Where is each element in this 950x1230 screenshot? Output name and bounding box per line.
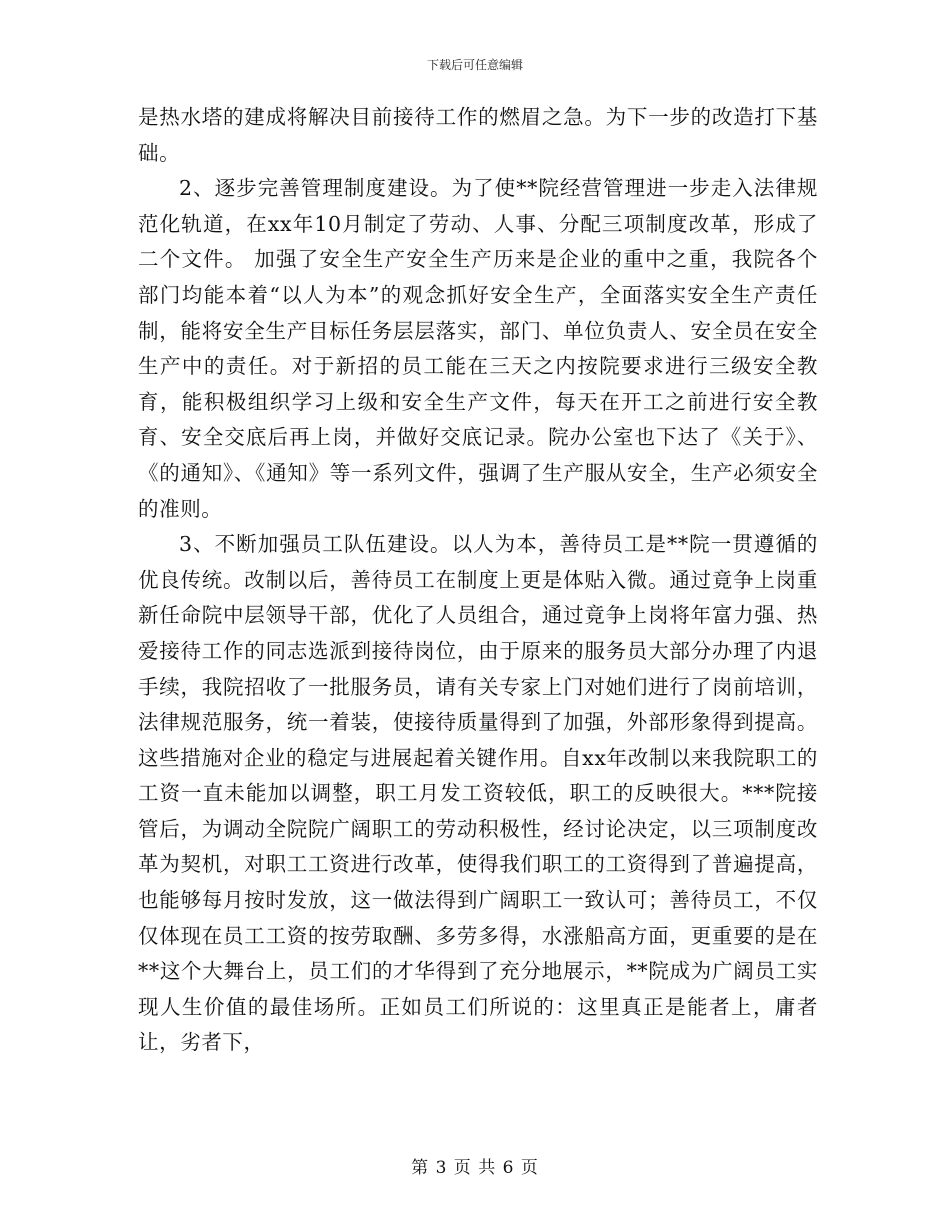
page-number: 第 3 页 共 6 页 (411, 1158, 539, 1178)
paragraph-staff-building: 3、不断加强员工队伍建设。以人为本，善待员工是**院一贯遵循的优良传统。改制以后，善待员工在制度上更是体贴入微。通过竟争上岗重新任命院中层领导干部，优化了人员组合，通过竟争上岗将年富力强、热爱接待工作的同志选派到接待岗位，由于原来的服务员大部分办理了内退手续，我院招收了一批服务员，请有关专家上门对她们进行了岗前培训，法律规范服务，统一着装，使接待质量得到了加强，外部形象得到提高。这些措施对企业的稳定与进展起着关键作用。自xx年改制以来我院职工的工资一直未能加以调整，职工月发工资较低，职工的反映很大。***院接管后，为调动全院院广阔职工的劳动积极性，经讨论决定，以三项制度改革为契机，对职工工资进行改革，使得我们职工的工资得到了普遍提高，也能够每月按时发放，这一做法得到广阔职工一致认可；善待员工，不仅仅体现在员工工资的按劳取酬、多劳多得，水涨船高方面，更重要的是在**这个大舞台上，员工们的才华得到了充分地展示，**院成为广阔员工实现人生价值的最佳场所。正如员工们所说的：这里真正是能者上，庸者让，劣者下， (138, 532, 818, 1055)
page-header-note: 下载后可任意编辑 (426, 58, 523, 72)
paragraph-management-system: 2、逐步完善管理制度建设。为了使**院经营管理进一步走入法律规范化轨道，在xx年10月制定了劳动、人事、分配三项制度改革，形成了二个文件。 加强了安全生产安全生产历来是企业的重中之重，我院各个部门均能本着“以人为本”的观念抓好安全生产，全面落实安全生产责任制，能将安全生产目标任务层层落实，部门、单位负责人、安全员在安全生产中的责任。对于新招的员工能在三天之内按院要求进行三级安全教育，能积极组织学习上级和安全生产文件，每天在开工之前进行安全教育、安全交底后再上岗，并做好交底记录。院办公室也下达了《关于》、《的通知》、《通知》等一系列文件，强调了生产服从安全，生产必须安全的准则。 (138, 176, 818, 521)
paragraph-continuation: 是热水塔的建成将解决目前接待工作的燃眉之急。为下一步的改造打下基础。 (138, 105, 818, 165)
document-body (138, 100, 818, 1061)
